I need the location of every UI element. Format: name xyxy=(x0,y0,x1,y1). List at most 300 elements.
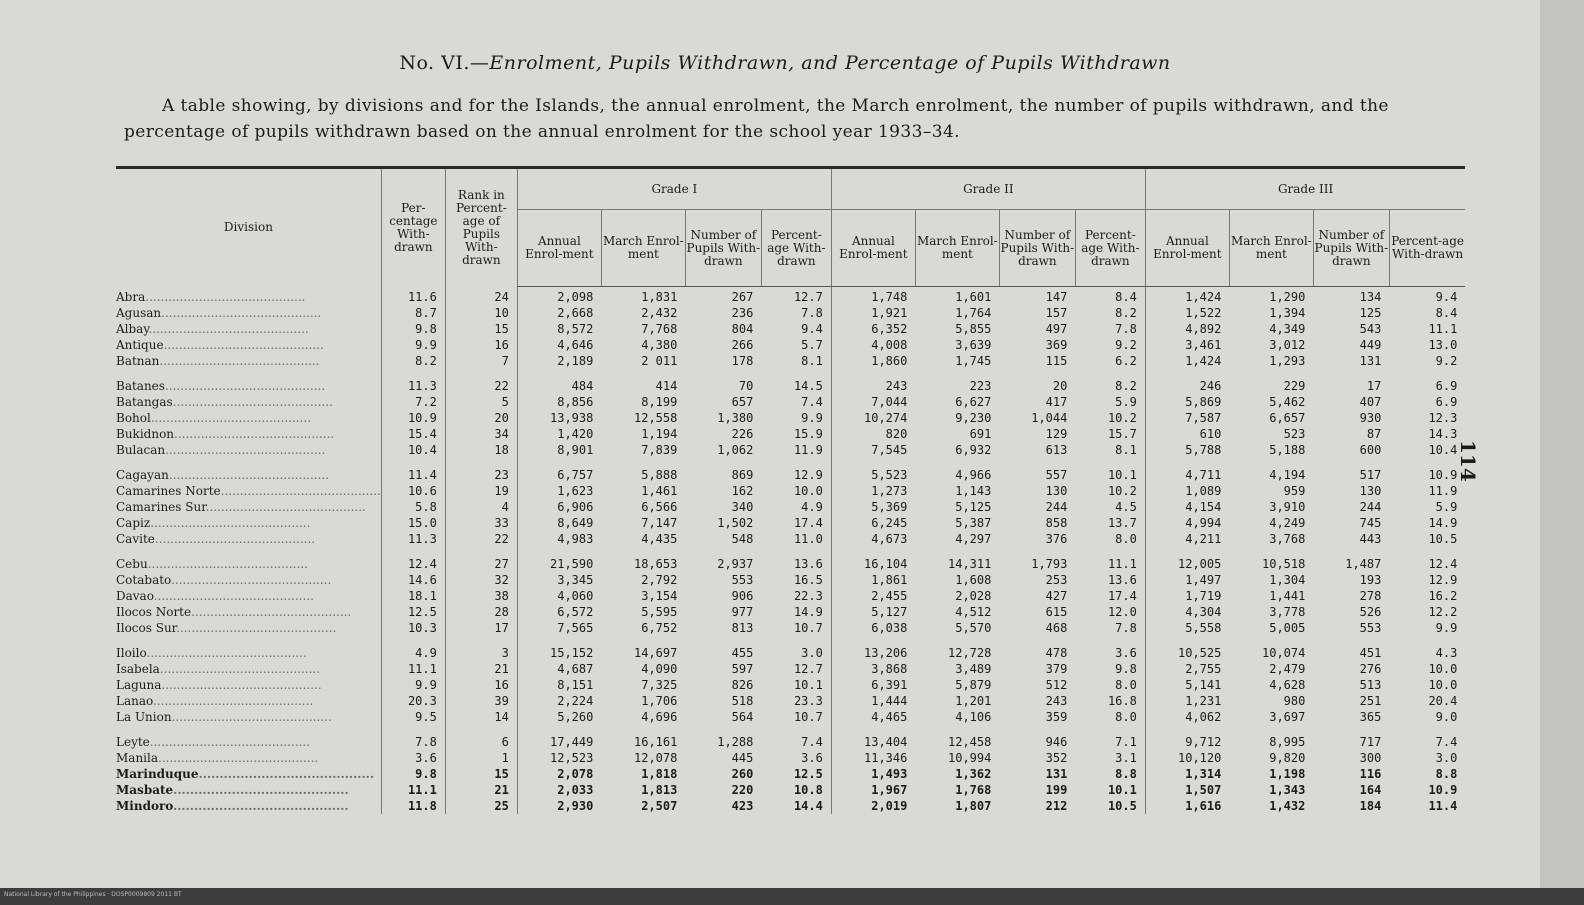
cell-g1-percent: 16.5 xyxy=(793,573,823,587)
cell-g3-annual: 1,089 xyxy=(1145,483,1229,499)
cell-g1-percent: 14.4 xyxy=(793,799,823,813)
table-row xyxy=(116,556,1465,572)
cell-g2-march: 1,143 xyxy=(955,484,992,498)
cell-g2-march: 9,230 xyxy=(955,411,992,425)
cell-g1-annual: 4,983 xyxy=(517,531,601,547)
cell-division xyxy=(116,305,381,321)
cell-g1-percent: 17.4 xyxy=(793,516,823,530)
table-row xyxy=(116,604,1465,620)
cell-g3-percent: 6.9 xyxy=(1435,395,1458,409)
cell-g1-number: 70 xyxy=(738,379,754,393)
cell-g2-number: 147 xyxy=(1045,290,1068,304)
cell-g3-annual: 1,719 xyxy=(1145,588,1229,604)
header-grade1-march: March Enrol-ment xyxy=(601,210,685,287)
cell-pct-withdrawn: 11.4 xyxy=(381,467,445,483)
header-rank: Rank in Percent-age of Pupils With-drawn xyxy=(445,168,517,287)
cell-g2-percent: 10.2 xyxy=(1107,484,1137,498)
cell-g2-march: 4,106 xyxy=(955,710,992,724)
cell-g1-number: 2,937 xyxy=(717,557,754,571)
division-name: Ilocos Norte xyxy=(116,605,192,619)
header-grade1-percent: Percent-age With-drawn xyxy=(761,210,831,287)
table-row xyxy=(116,287,1465,306)
cell-g3-number: 193 xyxy=(1359,573,1382,587)
table-row xyxy=(116,620,1465,636)
cell-g3-percent: 12.4 xyxy=(1428,557,1458,571)
cell-g2-annual: 2,455 xyxy=(831,588,915,604)
leader-dots: .......................................... xyxy=(153,589,314,603)
cell-g1-annual: 6,572 xyxy=(517,604,601,620)
division-name: La Union xyxy=(116,710,172,724)
cell-g1-number: 423 xyxy=(731,799,754,813)
scan-footer-strip xyxy=(0,888,1584,905)
division-name: Davao xyxy=(116,589,154,603)
cell-g2-annual: 6,352 xyxy=(831,321,915,337)
cell-g3-annual: 1,231 xyxy=(1145,693,1229,709)
cell-g3-march: 6,657 xyxy=(1269,411,1306,425)
cell-g1-percent: 10.7 xyxy=(793,710,823,724)
cell-g1-number: 266 xyxy=(731,338,754,352)
cell-division xyxy=(116,677,381,693)
page-number: 114 xyxy=(1456,440,1480,482)
cell-g2-number: 199 xyxy=(1045,783,1068,797)
cell-pct-withdrawn: 10.4 xyxy=(381,442,445,458)
cell-g3-percent: 20.4 xyxy=(1428,694,1458,708)
leader-dots: .......................................... xyxy=(147,557,308,571)
cell-g3-percent: 13.0 xyxy=(1428,338,1458,352)
cell-rank: 20 xyxy=(445,410,517,426)
cell-g2-annual: 10,274 xyxy=(831,410,915,426)
division-name: Marinduque xyxy=(116,767,199,781)
cell-g3-march: 1,441 xyxy=(1269,589,1306,603)
cell-g2-march: 691 xyxy=(969,427,992,441)
cell-g2-march: 1,201 xyxy=(955,694,992,708)
division-name: Iloilo xyxy=(116,646,147,660)
cell-g2-percent: 10.1 xyxy=(1107,468,1137,482)
cell-g3-number: 300 xyxy=(1359,751,1382,765)
cell-rank: 28 xyxy=(445,604,517,620)
cell-g2-annual: 1,748 xyxy=(831,287,915,306)
cell-g1-annual: 2,930 xyxy=(517,798,601,814)
cell-pct-withdrawn: 9.8 xyxy=(381,321,445,337)
group-gap xyxy=(116,369,1465,378)
cell-g1-percent: 5.7 xyxy=(801,338,823,352)
cell-g1-march: 414 xyxy=(655,379,678,393)
cell-g2-march: 5,855 xyxy=(955,322,992,336)
cell-g2-annual: 5,369 xyxy=(831,499,915,515)
cell-g2-percent: 9.8 xyxy=(1115,662,1137,676)
cell-g1-march: 1,461 xyxy=(641,484,678,498)
cell-g1-march: 4,380 xyxy=(641,338,678,352)
cell-pct-withdrawn: 8.7 xyxy=(381,305,445,321)
cell-g2-percent: 16.8 xyxy=(1107,694,1137,708)
cell-g3-annual: 1,424 xyxy=(1145,353,1229,369)
cell-g2-percent: 4.5 xyxy=(1115,500,1137,514)
cell-g1-march: 7,147 xyxy=(641,516,678,530)
cell-rank: 1 xyxy=(445,750,517,766)
leader-dots: .......................................... xyxy=(191,605,352,619)
leader-dots: .......................................... xyxy=(154,532,316,546)
cell-g1-annual: 17,449 xyxy=(517,734,601,750)
cell-g3-percent: 9.2 xyxy=(1435,354,1458,368)
division-name: Batnan xyxy=(116,354,160,368)
cell-g3-march: 3,778 xyxy=(1269,605,1306,619)
leader-dots: .......................................... xyxy=(165,443,326,457)
cell-g3-number: 130 xyxy=(1359,484,1382,498)
table-row xyxy=(116,337,1465,353)
cell-g1-annual: 6,757 xyxy=(517,467,601,483)
cell-g1-percent: 10.1 xyxy=(793,678,823,692)
cell-g3-number: 543 xyxy=(1359,322,1382,336)
cell-g3-number: 131 xyxy=(1359,354,1382,368)
cell-g2-march: 12,458 xyxy=(948,735,992,749)
group-gap xyxy=(116,458,1465,467)
cell-g2-number: 512 xyxy=(1045,678,1068,692)
cell-g2-annual: 7,044 xyxy=(831,394,915,410)
cell-g1-annual: 4,060 xyxy=(517,588,601,604)
cell-g2-annual: 1,861 xyxy=(831,572,915,588)
header-grade2-percent: Percent-age With-drawn xyxy=(1075,210,1145,287)
cell-g1-annual: 12,523 xyxy=(517,750,601,766)
cell-g1-number: 597 xyxy=(731,662,754,676)
header-grade3-march: March Enrol-ment xyxy=(1229,210,1313,287)
cell-g1-march: 6,752 xyxy=(641,621,678,635)
cell-g3-annual: 1,616 xyxy=(1145,798,1229,814)
cell-g1-percent: 14.5 xyxy=(793,379,823,393)
header-grade3-annual: Annual Enrol-ment xyxy=(1145,210,1229,287)
cell-g3-number: 365 xyxy=(1359,710,1382,724)
cell-g1-number: 340 xyxy=(731,500,754,514)
leader-dots: .......................................... xyxy=(161,306,322,320)
cell-g1-annual: 4,646 xyxy=(517,337,601,353)
cell-rank: 24 xyxy=(445,287,517,306)
division-name: Batanes xyxy=(116,379,165,393)
cell-g3-number: 443 xyxy=(1359,532,1382,546)
division-name: Lanao xyxy=(116,694,154,708)
leader-dots: .......................................... xyxy=(164,379,326,393)
division-name: Mindoro xyxy=(116,799,174,813)
cell-g1-march: 1,831 xyxy=(641,290,678,304)
header-pct-withdrawn: Per-centage With-drawn xyxy=(381,168,445,287)
cell-g2-number: 1,044 xyxy=(1031,411,1068,425)
cell-rank: 6 xyxy=(445,734,517,750)
leader-dots: .......................................... xyxy=(159,662,321,676)
leader-dots: .......................................... xyxy=(176,621,337,635)
cell-g2-annual: 1,273 xyxy=(831,483,915,499)
cell-g3-number: 449 xyxy=(1359,338,1382,352)
table-row xyxy=(116,321,1465,337)
cell-g3-percent: 10.5 xyxy=(1428,532,1458,546)
cell-pct-withdrawn: 14.6 xyxy=(381,572,445,588)
cell-g1-number: 162 xyxy=(731,484,754,498)
cell-g2-percent: 5.9 xyxy=(1115,395,1137,409)
cell-g2-percent: 8.0 xyxy=(1115,678,1137,692)
cell-g3-percent: 16.2 xyxy=(1428,589,1458,603)
cell-g1-number: 220 xyxy=(731,783,754,797)
cell-g1-march: 1,818 xyxy=(641,767,678,781)
cell-g2-percent: 8.0 xyxy=(1115,532,1137,546)
division-name: Batangas xyxy=(116,395,173,409)
page-edge xyxy=(1540,0,1584,905)
cell-pct-withdrawn: 12.5 xyxy=(381,604,445,620)
cell-pct-withdrawn: 11.8 xyxy=(381,798,445,814)
cell-g1-march: 1,813 xyxy=(641,783,678,797)
leader-dots: .......................................... xyxy=(145,289,306,304)
cell-division xyxy=(116,750,381,766)
cell-g3-number: 513 xyxy=(1359,678,1382,692)
cell-g1-annual: 5,260 xyxy=(517,709,601,725)
cell-g1-percent: 9.4 xyxy=(801,322,823,336)
cell-division xyxy=(116,410,381,426)
cell-g1-percent: 12.5 xyxy=(793,767,823,781)
cell-pct-withdrawn: 9.8 xyxy=(381,766,445,782)
table-body xyxy=(116,287,1465,815)
leader-dots: .......................................... xyxy=(158,751,319,765)
cell-g2-march: 1,608 xyxy=(955,573,992,587)
cell-g1-number: 826 xyxy=(731,678,754,692)
table-row xyxy=(116,750,1465,766)
cell-division xyxy=(116,556,381,572)
leader-dots: .......................................... xyxy=(171,710,332,724)
cell-g2-march: 14,311 xyxy=(948,557,992,571)
cell-rank: 21 xyxy=(445,782,517,798)
cell-g3-march: 3,768 xyxy=(1269,532,1306,546)
cell-g3-number: 407 xyxy=(1359,395,1382,409)
table-row xyxy=(116,394,1465,410)
cell-g1-march: 1,706 xyxy=(641,694,678,708)
leader-dots: .......................................... xyxy=(174,427,335,441)
cell-g2-annual: 6,391 xyxy=(831,677,915,693)
division-name: Capiz xyxy=(116,516,151,530)
cell-g1-percent: 11.9 xyxy=(793,443,823,457)
cell-g2-number: 244 xyxy=(1045,500,1068,514)
cell-g2-number: 1,793 xyxy=(1031,557,1068,571)
cell-g1-march: 2,432 xyxy=(641,306,678,320)
cell-g2-march: 1,601 xyxy=(955,290,992,304)
leader-dots: .......................................... xyxy=(163,338,324,352)
cell-g3-number: 87 xyxy=(1366,427,1382,441)
cell-pct-withdrawn: 9.9 xyxy=(381,677,445,693)
cell-g2-annual: 243 xyxy=(831,378,915,394)
cell-g1-number: 906 xyxy=(731,589,754,603)
cell-g1-march: 1,194 xyxy=(641,427,678,441)
cell-g3-annual: 4,211 xyxy=(1145,531,1229,547)
cell-g3-percent: 12.3 xyxy=(1428,411,1458,425)
cell-g1-number: 1,288 xyxy=(717,735,754,749)
cell-g2-percent: 10.5 xyxy=(1107,799,1137,813)
cell-g3-number: 717 xyxy=(1359,735,1382,749)
cell-g2-percent: 3.6 xyxy=(1115,646,1137,660)
cell-g3-march: 4,194 xyxy=(1269,468,1306,482)
cell-g3-march: 10,074 xyxy=(1262,646,1306,660)
cell-g2-march: 6,932 xyxy=(955,443,992,457)
cell-g3-march: 1,343 xyxy=(1269,783,1306,797)
cell-g1-number: 1,062 xyxy=(717,443,754,457)
cell-g2-annual: 5,127 xyxy=(831,604,915,620)
division-name: Manila xyxy=(116,751,158,765)
division-name: Camarines Sur xyxy=(116,500,206,514)
cell-division xyxy=(116,499,381,515)
cell-rank: 27 xyxy=(445,556,517,572)
cell-g1-percent: 11.0 xyxy=(793,532,823,546)
header-grade-1: Grade I xyxy=(517,168,831,210)
cell-g3-number: 164 xyxy=(1359,783,1382,797)
cell-g3-march: 4,349 xyxy=(1269,322,1306,336)
cell-division xyxy=(116,661,381,677)
division-name: Albay xyxy=(116,322,149,336)
cell-g1-percent: 12.9 xyxy=(793,468,823,482)
cell-g2-march: 5,879 xyxy=(955,678,992,692)
table-row xyxy=(116,572,1465,588)
cell-pct-withdrawn: 10.3 xyxy=(381,620,445,636)
cell-division xyxy=(116,798,381,814)
cell-rank: 21 xyxy=(445,661,517,677)
cell-g1-annual: 2,098 xyxy=(517,287,601,306)
cell-g2-number: 359 xyxy=(1045,710,1068,724)
table-row xyxy=(116,588,1465,604)
cell-g3-percent: 10.9 xyxy=(1428,783,1458,797)
cell-g1-number: 804 xyxy=(731,322,754,336)
table-row xyxy=(116,483,1465,499)
cell-g2-number: 157 xyxy=(1045,306,1068,320)
header-grade-2: Grade II xyxy=(831,168,1145,210)
cell-g1-number: 564 xyxy=(731,710,754,724)
cell-pct-withdrawn: 11.6 xyxy=(381,287,445,306)
cell-pct-withdrawn: 11.3 xyxy=(381,378,445,394)
cell-g3-annual: 1,507 xyxy=(1145,782,1229,798)
cell-g3-percent: 3.0 xyxy=(1435,751,1458,765)
header-grade1-number: Number of Pupils With-drawn xyxy=(685,210,761,287)
cell-g1-percent: 7.8 xyxy=(801,306,823,320)
cell-g3-number: 278 xyxy=(1359,589,1382,603)
cell-g3-percent: 9.0 xyxy=(1435,710,1458,724)
cell-g1-annual: 21,590 xyxy=(517,556,601,572)
cell-g3-percent: 14.3 xyxy=(1428,427,1458,441)
cell-g3-march: 10,518 xyxy=(1262,557,1306,571)
table-description: A table showing, by divisions and for the Islands, the annual enrolment, the March enrolment, the number of pupils withdrawn, and the percentage of pupils withdrawn based on the annual enrolment for the school year 1933–34. xyxy=(124,96,1389,142)
cell-rank: 25 xyxy=(445,798,517,814)
cell-g3-annual: 2,755 xyxy=(1145,661,1229,677)
cell-g3-annual: 4,711 xyxy=(1145,467,1229,483)
cell-g1-annual: 7,565 xyxy=(517,620,601,636)
cell-g1-number: 813 xyxy=(731,621,754,635)
division-name: Bohol xyxy=(116,411,151,425)
cell-g2-annual: 2,019 xyxy=(831,798,915,814)
cell-g3-percent: 11.1 xyxy=(1428,322,1458,336)
cell-g3-number: 1,487 xyxy=(1345,557,1382,571)
cell-g2-march: 2,028 xyxy=(955,589,992,603)
cell-g2-annual: 16,104 xyxy=(831,556,915,572)
cell-g2-percent: 8.8 xyxy=(1115,767,1137,781)
cell-g3-annual: 246 xyxy=(1145,378,1229,394)
cell-g1-number: 455 xyxy=(731,646,754,660)
cell-g3-march: 4,628 xyxy=(1269,678,1306,692)
table-title xyxy=(0,52,1570,74)
cell-g2-percent: 8.1 xyxy=(1115,443,1137,457)
leader-dots: .......................................... xyxy=(198,767,374,781)
cell-g3-annual: 4,304 xyxy=(1145,604,1229,620)
division-name: Antique xyxy=(116,338,164,352)
cell-division xyxy=(116,337,381,353)
cell-g2-percent: 8.2 xyxy=(1115,379,1137,393)
cell-g1-annual: 1,420 xyxy=(517,426,601,442)
division-name: Agusan xyxy=(116,306,162,320)
table-row xyxy=(116,782,1465,798)
cell-g1-march: 8,199 xyxy=(641,395,678,409)
cell-g2-annual: 6,245 xyxy=(831,515,915,531)
cell-g2-percent: 7.8 xyxy=(1115,322,1137,336)
cell-g3-number: 600 xyxy=(1359,443,1382,457)
cell-g1-annual: 1,623 xyxy=(517,483,601,499)
cell-g1-annual: 8,151 xyxy=(517,677,601,693)
cell-g2-march: 1,807 xyxy=(955,799,992,813)
cell-g2-annual: 1,444 xyxy=(831,693,915,709)
cell-division xyxy=(116,287,381,306)
cell-g3-percent: 8.4 xyxy=(1435,306,1458,320)
cell-g1-annual: 8,901 xyxy=(517,442,601,458)
cell-rank: 3 xyxy=(445,645,517,661)
cell-pct-withdrawn: 7.8 xyxy=(381,734,445,750)
cell-rank: 23 xyxy=(445,467,517,483)
cell-g3-annual: 610 xyxy=(1145,426,1229,442)
cell-g2-number: 20 xyxy=(1052,379,1068,393)
cell-g2-number: 478 xyxy=(1045,646,1068,660)
cell-g1-percent: 12.7 xyxy=(793,662,823,676)
cell-g3-percent: 9.4 xyxy=(1435,290,1458,304)
cell-g1-percent: 15.9 xyxy=(793,427,823,441)
cell-g3-march: 8,995 xyxy=(1269,735,1306,749)
cell-g2-march: 4,966 xyxy=(955,468,992,482)
table-row xyxy=(116,709,1465,725)
cell-g2-march: 4,512 xyxy=(955,605,992,619)
cell-g3-annual: 4,892 xyxy=(1145,321,1229,337)
cell-division xyxy=(116,588,381,604)
cell-rank: 4 xyxy=(445,499,517,515)
cell-g3-annual: 12,005 xyxy=(1145,556,1229,572)
cell-pct-withdrawn: 7.2 xyxy=(381,394,445,410)
cell-g1-number: 977 xyxy=(731,605,754,619)
cell-g3-percent: 5.9 xyxy=(1435,500,1458,514)
leader-dots: .......................................... xyxy=(173,783,349,797)
division-name: Laguna xyxy=(116,678,162,692)
cell-division xyxy=(116,572,381,588)
cell-g2-number: 115 xyxy=(1045,354,1068,368)
cell-g3-number: 116 xyxy=(1359,767,1382,781)
leader-dots: .......................................... xyxy=(150,411,312,425)
cell-g2-number: 613 xyxy=(1045,443,1068,457)
cell-g3-number: 134 xyxy=(1359,290,1382,304)
table-row xyxy=(116,515,1465,531)
cell-g3-march: 3,697 xyxy=(1269,710,1306,724)
cell-rank: 38 xyxy=(445,588,517,604)
cell-g3-march: 2,479 xyxy=(1269,662,1306,676)
cell-g3-percent: 10.9 xyxy=(1428,468,1458,482)
cell-pct-withdrawn: 10.6 xyxy=(381,483,445,499)
cell-g1-number: 869 xyxy=(731,468,754,482)
header-grade3-percent: Percent-age With-drawn xyxy=(1389,210,1465,287)
cell-pct-withdrawn: 10.9 xyxy=(381,410,445,426)
table-row xyxy=(116,766,1465,782)
cell-g1-number: 260 xyxy=(731,767,754,781)
cell-g3-percent: 11.4 xyxy=(1428,799,1458,813)
cell-g1-march: 4,435 xyxy=(641,532,678,546)
table-row xyxy=(116,798,1465,814)
cell-g2-percent: 8.2 xyxy=(1115,306,1137,320)
cell-g2-number: 243 xyxy=(1045,694,1068,708)
cell-g1-percent: 14.9 xyxy=(793,605,823,619)
cell-g1-annual: 3,345 xyxy=(517,572,601,588)
cell-g1-number: 267 xyxy=(731,290,754,304)
cell-g2-march: 1,764 xyxy=(955,306,992,320)
